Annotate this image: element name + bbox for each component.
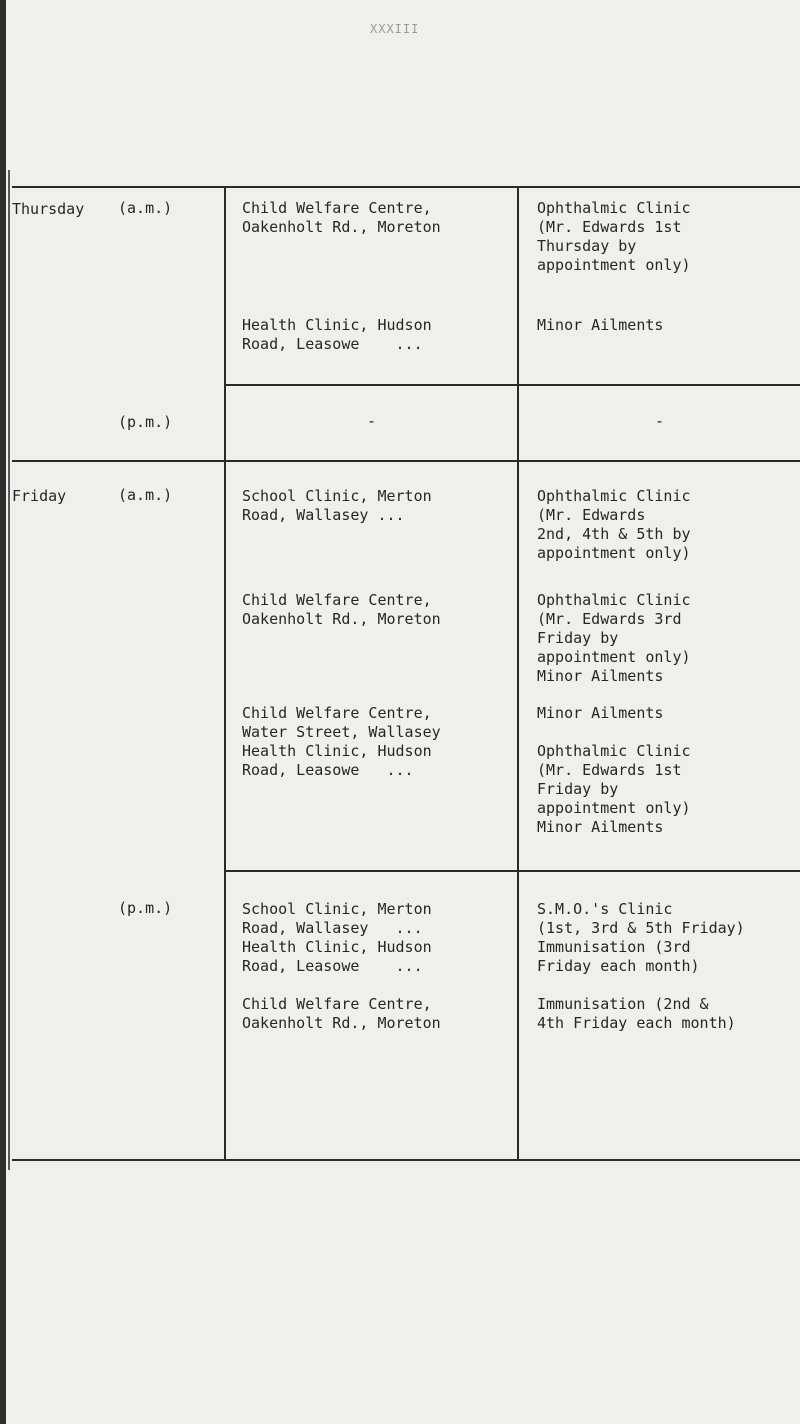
friday-am-label: (a.m.) xyxy=(118,486,173,504)
column-divider-right xyxy=(517,186,519,1161)
friday-pm-service-2: Immunisation (2nd & 4th Friday each month) xyxy=(537,995,736,1032)
friday-am-location-1: School Clinic, Merton Road, Wallasey ... xyxy=(242,487,432,524)
friday-pm-location-2: Child Welfare Centre, Oakenholt Rd., Moreton xyxy=(242,995,441,1032)
friday-am-service-3: Minor Ailments Ophthalmic Clinic (Mr. Edwards 1st Friday by appointment only) Minor Ailments xyxy=(537,704,691,836)
table-bottom-rule xyxy=(12,1159,800,1161)
thursday-pm-service: - xyxy=(655,412,665,430)
table-top-rule xyxy=(12,186,800,188)
thursday-friday-rule xyxy=(12,460,800,462)
thursday-day-label: Thursday xyxy=(12,200,85,218)
thursday-pm-label: (p.m.) xyxy=(118,413,173,431)
thursday-am-label: (a.m.) xyxy=(118,199,173,217)
column-divider-left xyxy=(224,186,226,1161)
page-marker: XXXIII xyxy=(370,22,420,36)
thursday-pm-location: - xyxy=(367,412,377,430)
friday-am-pm-rule xyxy=(225,870,800,872)
friday-am-location-3: Child Welfare Centre, Water Street, Wallasey Health Clinic, Hudson Road, Leasowe ... xyxy=(242,704,441,779)
thursday-am-location-1: Child Welfare Centre, Oakenholt Rd., Moreton xyxy=(242,199,441,236)
thursday-am-location-2: Health Clinic, Hudson Road, Leasowe ... xyxy=(242,316,432,353)
friday-am-service-2: Ophthalmic Clinic (Mr. Edwards 3rd Friday by appointment only) Minor Ailments xyxy=(537,591,691,685)
thursday-am-service-1: Ophthalmic Clinic (Mr. Edwards 1st Thursday by appointment only) xyxy=(537,199,691,274)
page-binding-shadow xyxy=(8,170,10,1170)
friday-am-location-2: Child Welfare Centre, Oakenholt Rd., Moreton xyxy=(242,591,441,628)
friday-pm-label: (p.m.) xyxy=(118,899,173,917)
thursday-am-pm-rule xyxy=(225,384,800,386)
friday-am-service-1: Ophthalmic Clinic (Mr. Edwards 2nd, 4th & 5th by appointment only) xyxy=(537,487,691,562)
page-binding-edge xyxy=(0,0,6,1424)
friday-pm-location-1: School Clinic, Merton Road, Wallasey ... Health Clinic, Hudson Road, Leasowe ... xyxy=(242,900,432,975)
friday-day-label: Friday xyxy=(12,487,67,505)
friday-pm-service-1: S.M.O.'s Clinic (1st, 3rd & 5th Friday) Immunisation (3rd Friday each month) xyxy=(537,900,745,975)
thursday-am-service-2: Minor Ailments xyxy=(537,316,664,334)
